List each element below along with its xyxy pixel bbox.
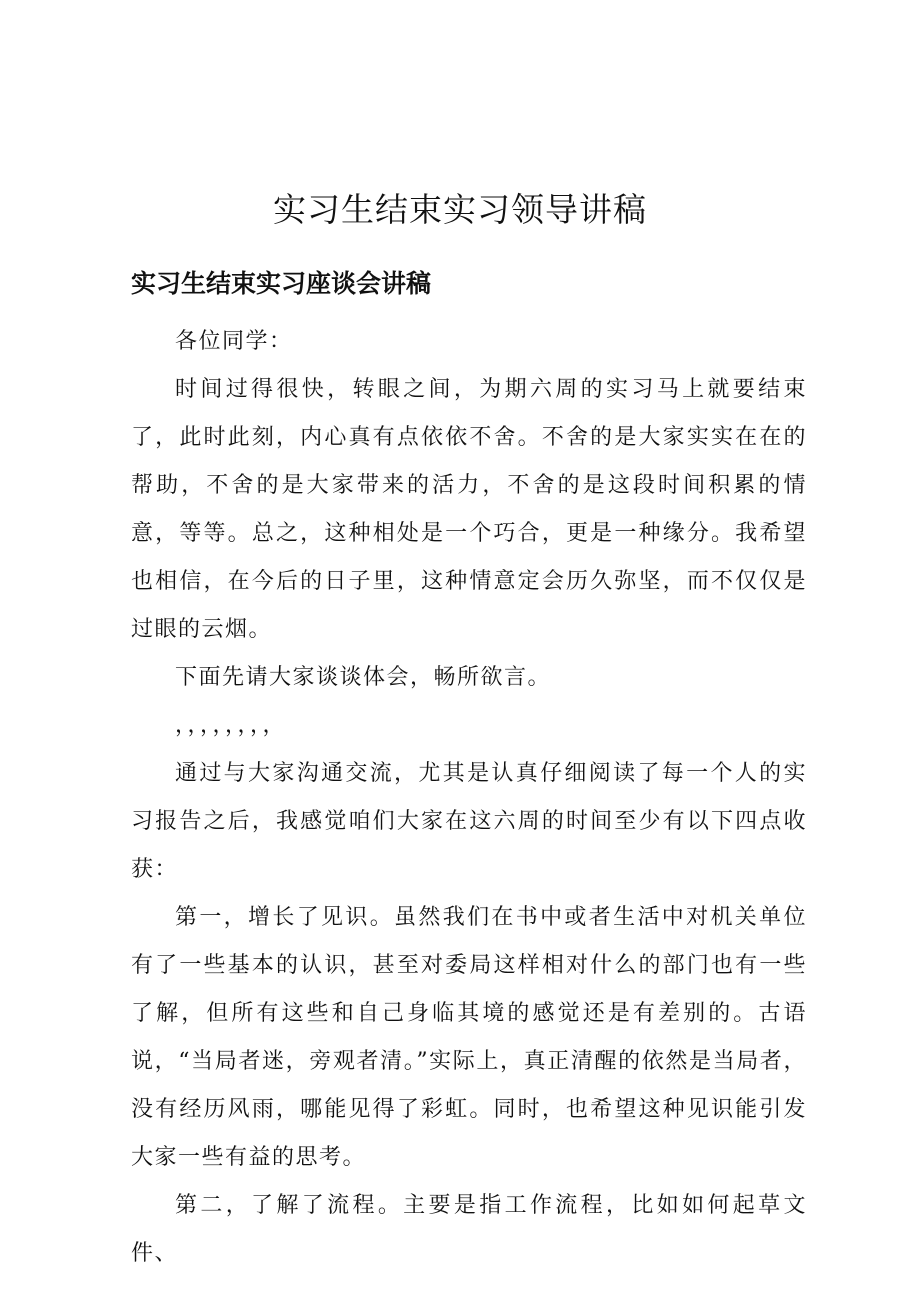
paragraph: 通过与大家沟通交流，尤其是认真仔细阅读了每一个人的实习报告之后，我感觉咱们大家在这六周的时间至少有以下四点收获： (131, 761, 807, 882)
paragraph: 时间过得很快，转眼之间，为期六周的实习马上就要结束了，此时此刻，内心真有点依依不舍。不舍的是大家实实在在的帮助，不舍的是大家带来的活力，不舍的是这段时间积累的情意，等等。总之，这种相处是一个巧合，更是一种缘分。我希望也相信，在今后的日子里，这种情意定会历久弥坚，而不仅仅是过眼的云烟。 (131, 377, 807, 642)
paragraph-placeholder-commas: ，，，，，，，， (175, 713, 287, 738)
paragraph: 第一，增长了见识。虽然我们在书中或者生活中对机关单位有了一些基本的认识，甚至对委局这样相对什么的部门也有一些了解，但所有这些和自己身临其境的感觉还是有差别的。古语说，“当局者迷，旁观者清。”实际上，真正清醒的依然是当局者，没有经历风雨，哪能见得了彩虹。同时，也希望这种见识能引发大家一些有益的思考。 (131, 905, 807, 1170)
section-heading: 实习生结束实习座谈会讲稿 (131, 269, 432, 298)
body-text (131, 318, 807, 1278)
paragraph: 第二，了解了流程。主要是指工作流程，比如如何起草文件、 (131, 1193, 807, 1266)
paragraph: 下面先请大家谈谈体会，畅所欲言。 (175, 665, 552, 690)
paragraph-greeting: 各位同学： (175, 329, 293, 354)
document-title: 实习生结束实习领导讲稿 (273, 190, 647, 230)
